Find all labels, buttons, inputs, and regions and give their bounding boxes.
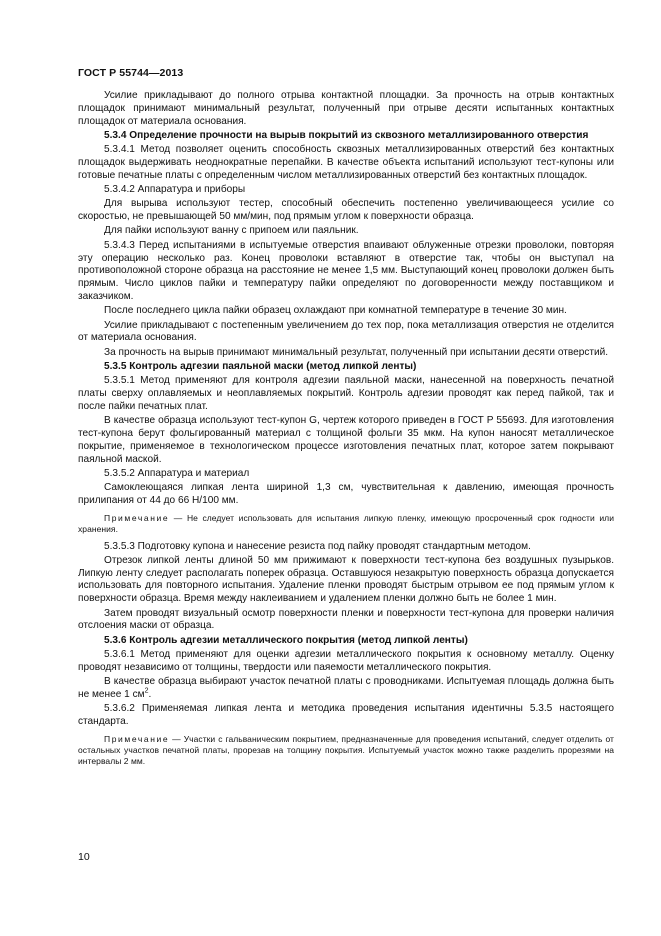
note bbox=[78, 513, 614, 536]
body-text bbox=[78, 90, 614, 768]
paragraph: 5.3.5.3 Подготовку купона и нанесение резиста под пайку проводят стандартным методом. bbox=[104, 540, 531, 552]
section-heading-5-3-6: 5.3.6 Контроль адгезии металлического покрытия (метод липкой ленты) bbox=[104, 634, 468, 646]
paragraph: 5.3.4.3 Перед испытаниями в испытуемые отверстия впаивают облуженные отрезки проволоки, повторяя эту операцию несколько раз. Конец проволоки вставляют в отверстие так, чтобы он выступал на противоположной стороне образца на расстояние не менее 1,5 мм. Выступающий конец проволоки должен быть прямым. Число циклов пайки и температуру пайки определяют по договоренности между поставщиком и заказчиком. bbox=[78, 239, 614, 302]
paragraph: После последнего цикла пайки образец охлаждают при комнатной температуре в течение 30 мин. bbox=[104, 305, 567, 317]
note bbox=[78, 734, 614, 768]
paragraph: 5.3.6.1 Метод применяют для оценки адгезии металлического покрытия к основному металлу. Оценку проводят независимо от толщины, твердости или паяемости металлического покрытия. bbox=[78, 648, 614, 673]
paragraph-end: . bbox=[148, 688, 152, 700]
subsection-heading: 5.3.5.2 Аппаратура и материал bbox=[104, 467, 250, 479]
paragraph: В качестве образца используют тест-купон G, чертеж которого приведен в ГОСТ Р 55693. Для изготовления тест-купона берут фольгированный материал с толщиной фольги 35 мкм. На купон наносят металлическое покрытие, применяемое в технологическом процессе изготовления печатных плат, которое затем покрывают паяльной маской. bbox=[78, 415, 614, 465]
paragraph: Усилие прикладывают до полного отрыва контактной площадки. За прочность на отрыв контактных площадок принимают минимальный результат, полученный при отрыве десяти испытанных контактных площадок от материала основания. bbox=[78, 90, 614, 127]
paragraph: Самоклеющаяся липкая лента шириной 1,3 см, чувствительная к давлению, имеющая прочность прилипания от 44 до 66 Н/100 мм. bbox=[78, 482, 614, 506]
paragraph: Для вырыва используют тестер, способный обеспечить постепенно увеличивающееся усилие со скоростью, не превышающей 50 мм/мин, под прямым углом к поверхности образца. bbox=[78, 198, 614, 223]
note-text: — Участки с гальваническим покрытием, предназначенные для проведения испытаний, следует отделить от остальных участков печатной платы, прорезав на толщину покрытия. Испытуемый участок можно также разделить прорезями на интервалы 2 мм. bbox=[78, 733, 614, 767]
standard-header: ГОСТ Р 55744—2013 bbox=[78, 67, 184, 79]
paragraph: Отрезок липкой ленты длиной 50 мм прижимают к поверхности тест-купона без воздушных пузырьков. Липкую ленту следует располагать поперек образца. Оставшуюся незакрытую поверхность образца допускается использовать для повторного испытания. Удаление пленки проводят быстрым отрывом ее под прямым углом к поверхности образца. Время между наклеиванием и удалением пленки должно быть не более 1 мин. bbox=[78, 554, 614, 605]
paragraph: 5.3.5.1 Метод применяют для контроля адгезии паяльной маски, нанесенной на поверхность печатной платы сверху оплавляемых и неоплавляемых покрытий. Контроль адгезии проводят как перед пайкой, так и после пайки печатных плат. bbox=[78, 375, 614, 412]
paragraph: 5.3.4.1 Метод позволяет оценить способность сквозных металлизированных отверстий без контактных площадок выдерживать неоднократные перепайки. В качестве объекта испытаний используют тест-купоны или готовые печатные платы с определенным числом металлизированных отверстий без контактных площадок. bbox=[78, 144, 614, 181]
superscript: 2 bbox=[144, 687, 149, 695]
page-number: 10 bbox=[78, 851, 90, 863]
paragraph: За прочность на вырыв принимают минимальный результат, полученный при испытании десяти отверстий. bbox=[104, 346, 609, 358]
note-text: — Не следует использовать для испытания липкую пленку, имеющую просроченный срок годности или хранения. bbox=[78, 512, 614, 535]
paragraph: 5.3.6.2 Применяемая липкая лента и методика проведения испытания идентичны 5.3.5 настоящего стандарта. bbox=[78, 703, 614, 727]
subsection-heading: 5.3.4.2 Аппаратура и приборы bbox=[104, 184, 246, 196]
paragraph: Для пайки используют ванну с припоем или паяльник. bbox=[104, 225, 359, 237]
paragraph: Затем проводят визуальный осмотр поверхности пленки и поверхности тест-купона для проверки наличия отслоения маски от образца. bbox=[78, 607, 614, 632]
note-label: Примечание bbox=[104, 512, 170, 523]
paragraph-text: В качестве образца выбирают участок печатной платы с проводниками. Испытуемая площадь должна быть не менее 1 см bbox=[78, 675, 614, 700]
section-heading-5-3-5: 5.3.5 Контроль адгезии паяльной маски (метод липкой ленты) bbox=[104, 360, 417, 372]
section-heading-5-3-4: 5.3.4 Определение прочности на вырыв покрытий из сквозного металлизированного отверстия bbox=[104, 129, 589, 141]
paragraph: Усилие прикладывают с постепенным увеличением до тех пор, пока металлизация отверстия не отделится от материала основания. bbox=[78, 319, 614, 344]
paragraph bbox=[78, 676, 614, 702]
note-label: Примечание bbox=[104, 733, 170, 744]
